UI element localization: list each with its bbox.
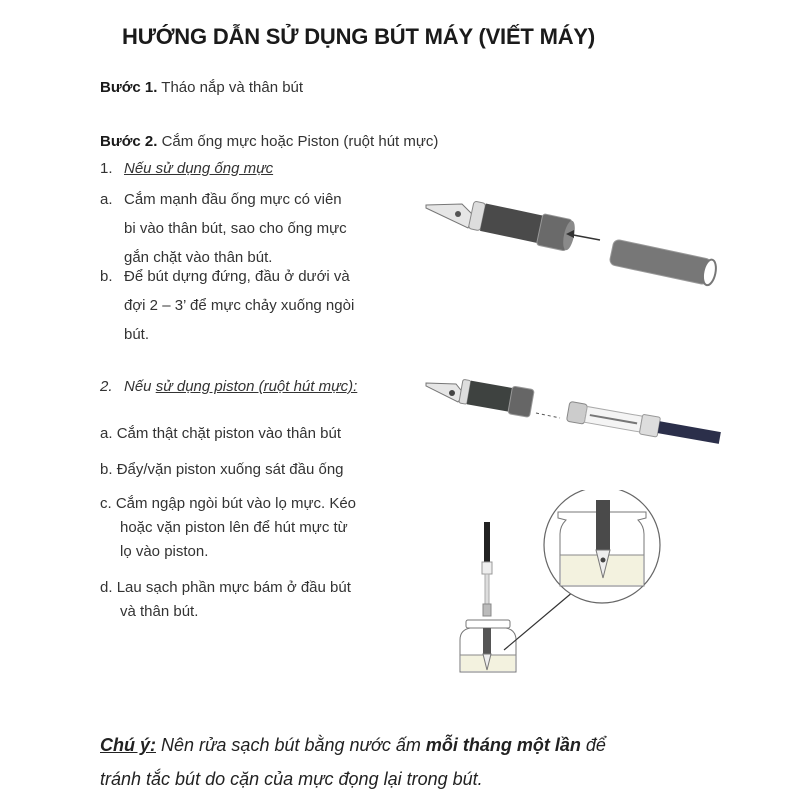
item-line: Để bút dựng đứng, đầu ở dưới và xyxy=(124,268,350,285)
item-marker: a. xyxy=(100,191,113,208)
item-marker: c. xyxy=(100,495,112,512)
note-line-2: tránh tắc bút do cặn của mực đọng lại trong bút. xyxy=(100,769,483,789)
pen-body-icon xyxy=(459,377,535,417)
item-line: Lau sạch phần mực bám ở đầu bút xyxy=(116,579,351,596)
item-marker: a. xyxy=(100,425,113,442)
ink-bottle-icon xyxy=(460,620,516,672)
step-1 xyxy=(100,74,303,102)
magnifier-circle-icon xyxy=(544,490,660,603)
note-emphasis: mỗi tháng một lần xyxy=(425,735,581,755)
item-line: Đẩy/vặn piston xuống sát đầu ống xyxy=(116,461,344,478)
page-title: HƯỚNG DẪN SỬ DỤNG BÚT MÁY (VIẾT MÁY) xyxy=(122,24,595,49)
step-2 xyxy=(100,128,438,156)
pen-nib-icon xyxy=(426,204,474,228)
item-line: bút. xyxy=(124,326,150,343)
item-line: Cắm mạnh đầu ống mực có viên xyxy=(124,191,342,208)
item-marker: b. xyxy=(100,461,113,478)
section-1-heading xyxy=(100,155,273,183)
piston-pen-illustration xyxy=(420,370,730,470)
item-line: bi vào thân bút, sao cho ống mực xyxy=(124,220,347,237)
piston-rod-icon xyxy=(482,522,492,616)
step-1-label: Bước 1. xyxy=(100,79,158,96)
section-1-item-b xyxy=(100,262,354,349)
item-line: Cắm ngập ngòi bút vào lọ mực. Kéo xyxy=(115,495,357,512)
section-2-number: 2. xyxy=(100,378,113,395)
section-2-heading xyxy=(100,373,357,401)
item-line: Cắm thật chặt piston vào thân bút xyxy=(116,425,341,442)
section-1-title: Nếu sử dụng ống mực xyxy=(124,160,274,177)
step-2-label: Bước 2. xyxy=(100,133,158,150)
note xyxy=(100,728,606,796)
step-1-text: Tháo nắp và thân bút xyxy=(161,79,304,96)
cartridge-pen-illustration xyxy=(420,190,730,300)
item-line: lọ vào piston. xyxy=(120,543,209,560)
section-2-item-d xyxy=(100,576,351,624)
pen-nib-icon xyxy=(426,383,464,402)
section-2-title-prefix: Nếu xyxy=(124,378,156,395)
item-marker: d. xyxy=(100,579,113,596)
pen-body-icon xyxy=(468,199,577,252)
step-2-text: Cắm ống mực hoặc Piston (ruột hút mực) xyxy=(161,133,439,150)
section-2-item-b xyxy=(100,456,344,484)
note-text: Nên rửa sạch bút bằng nước ấm xyxy=(156,735,426,755)
pointer-line xyxy=(504,586,580,650)
section-2-title: sử dụng piston (ruột hút mực): xyxy=(155,378,358,395)
piston-converter-icon xyxy=(566,401,721,447)
note-text: để xyxy=(580,735,606,755)
inkwell-illustration xyxy=(430,490,680,690)
note-label: Chú ý: xyxy=(100,735,156,755)
item-line: hoặc vặn piston lên để hút mực từ xyxy=(120,519,348,536)
item-line: gắn chặt vào thân bút. xyxy=(124,249,273,266)
item-line: và thân bút. xyxy=(120,603,199,620)
section-1-number: 1. xyxy=(100,160,113,177)
item-line: đợi 2 – 3’ để mực chảy xuống ngòi xyxy=(124,297,355,314)
arrow-icon xyxy=(536,413,560,418)
item-marker: b. xyxy=(100,268,113,285)
ink-cartridge-icon xyxy=(609,239,718,286)
section-2-item-c xyxy=(100,492,356,564)
section-2-item-a xyxy=(100,420,341,448)
section-1-item-a xyxy=(100,185,347,272)
